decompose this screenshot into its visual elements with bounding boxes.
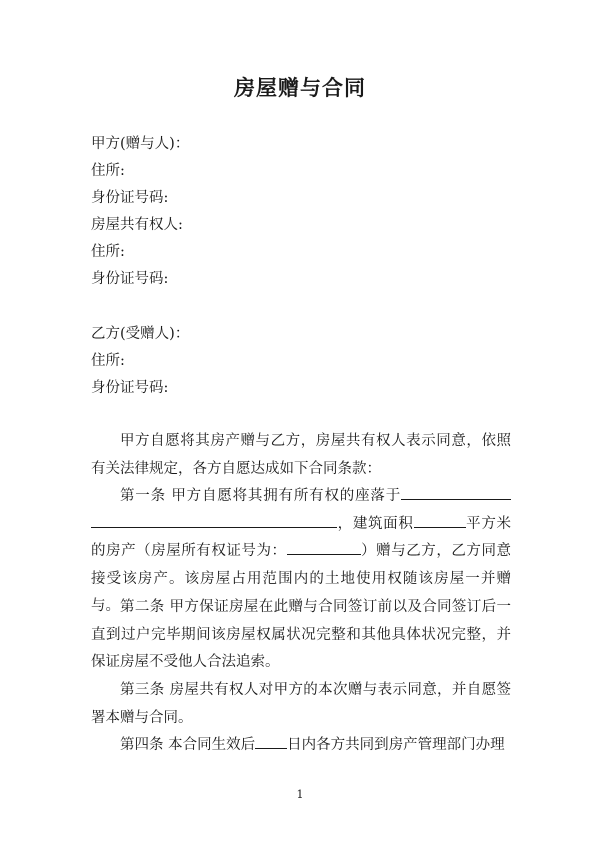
page-number: 1 [296, 788, 304, 801]
location-blank-continued [91, 512, 337, 528]
area-blank [414, 512, 466, 528]
document-title: 房屋赠与合同 [234, 75, 366, 100]
article-4-text-1: 第四条 本合同生效后 [120, 737, 256, 753]
article-1-text-1: 第一条 甲方自愿将其拥有所有权的座落于 [120, 488, 401, 504]
party-a-id-label: 身份证号码: [91, 190, 169, 206]
party-b-address-label: 住所: [91, 353, 125, 369]
party-a-address-label: 住所: [91, 163, 125, 179]
certificate-number-blank [287, 539, 361, 555]
party-b-id-label: 身份证号码: [91, 380, 169, 396]
location-blank [401, 484, 511, 500]
article-2: 第二条 甲方保证房屋在此赠与合同签订前以及合同签订后一直到过户完毕期间该房屋权属状况完整和其他具体状况完整，并保证房屋不受他人合法追索。 [91, 599, 511, 670]
article-4-text-2: 日内各方共同到房产管理部门办理 [287, 737, 505, 753]
intro-paragraph: 甲方自愿将其房产赠与乙方，房屋共有权人表示同意，依照有关法律规定，各方自愿达成如下合同条款： [91, 433, 511, 477]
article-1-text-2: ，建筑面积 [337, 515, 414, 532]
co-owner-label: 房屋共有权人: [91, 217, 183, 233]
article-4 [91, 732, 511, 760]
days-blank [255, 733, 287, 749]
party-b-label: 乙方(受赠人)： [91, 326, 190, 342]
co-owner-id-label: 身份证号码: [91, 271, 169, 287]
article-1-text-3: 平方米的房产（房屋所有权证号为： [91, 515, 511, 559]
co-owner-address-label: 住所: [91, 244, 125, 260]
article-1-text-4: ）赠与乙方，乙方同意接受该房产。该房屋占用范围内的土地使用权随该房屋一并赠与。 [91, 543, 512, 614]
party-a-label: 甲方(赠与人)： [91, 136, 190, 152]
article-3: 第三条 房屋共有权人对甲方的本次赠与表示同意，并自愿签署本赠与合同。 [91, 682, 511, 726]
